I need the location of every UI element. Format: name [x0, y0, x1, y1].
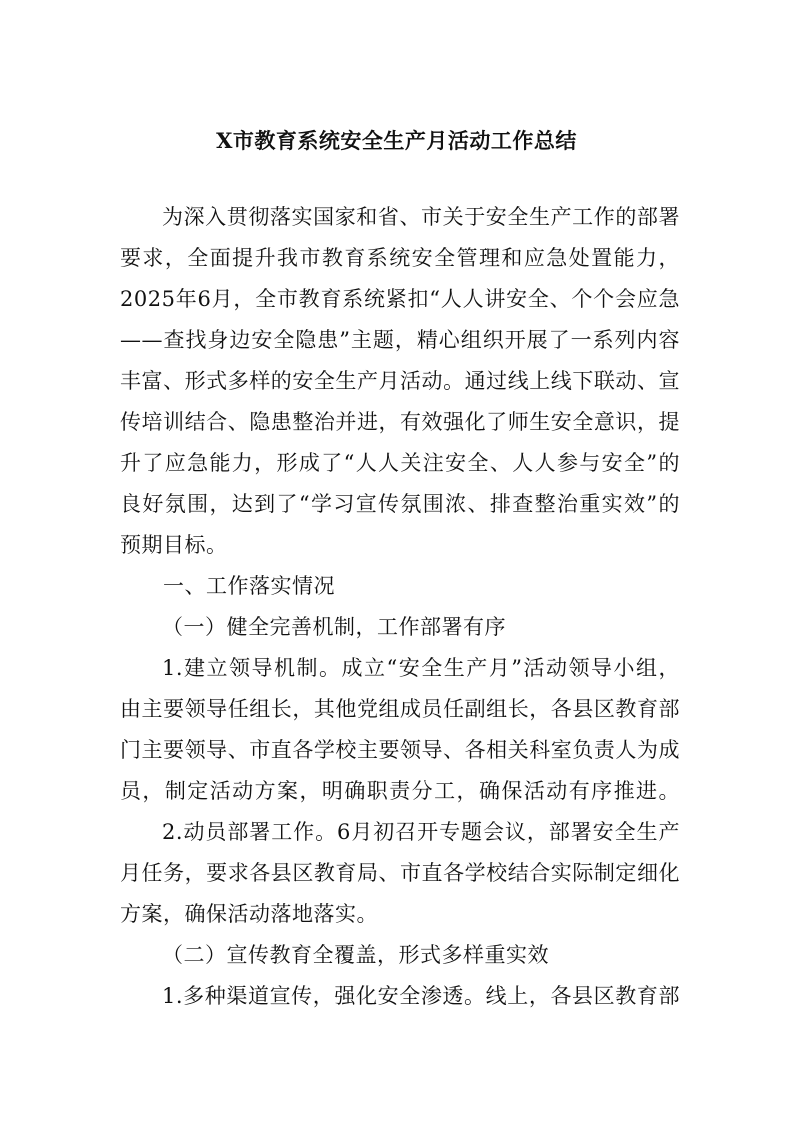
paragraph-line: 2025年6月，全市教育系统紧扣“人人讲安全、个个会应急	[120, 287, 680, 311]
paragraph-line: 由主要领导任组长，其他党组成员任副组长，各县区教育部	[120, 697, 680, 721]
paragraph-line: 方案，确保活动落地落实。	[120, 902, 378, 926]
paragraph-line: 传培训结合、隐患整治并进，有效强化了师生安全意识，提	[120, 410, 680, 434]
subsection-heading: （二）宣传教育全覆盖，形式多样重实效	[162, 943, 549, 967]
paragraph-line: 2.动员部署工作。6月初召开专题会议，部署安全生产	[162, 820, 680, 844]
paragraph-line: 为深入贯彻落实国家和省、市关于安全生产工作的部署	[162, 205, 680, 229]
document-title: X市教育系统安全生产月活动工作总结	[216, 128, 577, 153]
paragraph-line: 门主要领导、市直各学校主要领导、各相关科室负责人为成	[120, 738, 680, 762]
paragraph-line: 预期目标。	[120, 533, 228, 557]
paragraph-line: 丰富、形式多样的安全生产月活动。通过线上线下联动、宣	[120, 369, 680, 393]
paragraph-line: 1.建立领导机制。成立“安全生产月”活动领导小组，	[162, 656, 680, 680]
paragraph-line: 月任务，要求各县区教育局、市直各学校结合实际制定细化	[120, 861, 680, 885]
subsection-heading: （一）健全完善机制，工作部署有序	[162, 615, 506, 639]
section-heading: 一、工作落实情况	[163, 574, 335, 598]
paragraph-line: 1.多种渠道宣传，强化安全渗透。线上，各县区教育部	[162, 984, 680, 1008]
paragraph-line: 员，制定活动方案，明确职责分工，确保活动有序推进。	[120, 779, 680, 803]
paragraph-line: 良好氛围，达到了“学习宣传氛围浓、排查整治重实效”的	[120, 492, 680, 516]
paragraph-line: ——查找身边安全隐患”主题，精心组织开展了一系列内容	[120, 328, 680, 352]
paragraph-line: 要求，全面提升我市教育系统安全管理和应急处置能力，	[120, 246, 680, 270]
paragraph-line: 升了应急能力，形成了“人人关注安全、人人参与安全”的	[120, 451, 680, 475]
